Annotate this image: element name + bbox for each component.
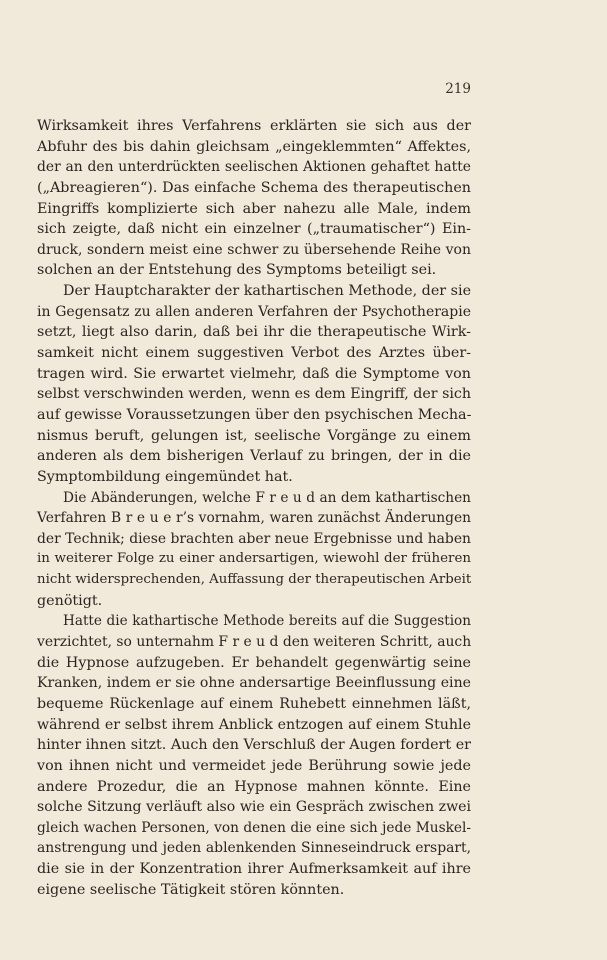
text-line: Abfuhr des bis dahin gleichsam „eingeklemmten“ Affektes,	[37, 138, 471, 155]
text-line: die Hypnose aufzugeben. Er behandelt gegenwärtig seine	[37, 654, 471, 671]
text-line: Wirksamkeit ihres Verfahrens erklärten sie sich aus der	[37, 118, 471, 134]
text-line: („Abreagieren“). Das einfache Schema des therapeutischen	[37, 179, 471, 196]
text-line: druck, sondern meist eine schwer zu übersehende Reihe von	[37, 241, 471, 258]
text-line: tragen wird. Sie erwartet vielmehr, daß die Symptome von	[37, 365, 471, 382]
text-line: hinter ihnen sitzt. Auch den Verschluß der Augen fordert er	[37, 737, 471, 754]
text-line: der Technik; diese brachten aber neue Ergebnisse und haben	[37, 530, 471, 547]
text-line: auf gewisse Voraussetzungen über den psychischen Mecha-	[37, 406, 472, 423]
paragraph-4	[37, 611, 471, 900]
text-line: nicht widersprechenden, Auffassung der therapeutischen Arbeit	[37, 572, 472, 588]
text-line: Hatte die kathartische Methode bereits auf die Suggestion	[63, 613, 471, 630]
text-line: sich zeigte, daß nicht ein einzelner („traumatischer“) Ein-	[37, 221, 471, 238]
text-line: samkeit nicht einem suggestiven Verbot des Arztes über-	[37, 345, 471, 362]
text-line: anstrengung und jeden ablenkenden Sinneseindruck erspart,	[37, 840, 471, 857]
text-line: Der Hauptcharakter der kathartischen Methode, der sie	[63, 283, 472, 300]
text-line: die sie in der Konzentration ihrer Aufmerksamkeit auf ihre	[37, 861, 471, 878]
text-line: Eingriffs komplizierte sich aber nahezu alle Male, indem	[37, 200, 471, 217]
text-line: solchen an der Entstehung des Symptoms beteiligt sei.	[37, 262, 437, 279]
text-line: Verfahren B r e u e r’s vornahm, waren zunächst Änderungen	[37, 510, 471, 527]
text-line: der an den unterdrückten seelischen Aktionen gehaftet hatte	[37, 159, 471, 176]
text-line: eigene seelische Tätigkeit stören könnten.	[37, 881, 345, 898]
text-line: Symptombildung eingemündet hat.	[37, 468, 293, 485]
text-line: Kranken, indem er sie ohne andersartige Beeinflussung eine	[37, 675, 471, 692]
paragraph-3	[37, 488, 471, 612]
text-line: selbst verschwinden werden, wenn es dem Eingriff, der sich	[37, 386, 471, 403]
paragraph-2	[37, 281, 471, 487]
text-line: Die Abänderungen, welche F r e u d an dem kathartischen	[63, 489, 471, 506]
text-line: nismus beruft, gelungen ist, seelische Vorgänge zu einem	[37, 427, 471, 444]
text-line: gleich wachen Personen, von denen die eine sich jede Muskel-	[37, 819, 471, 836]
text-line: während er selbst ihrem Anblick entzogen auf einem Stuhle	[37, 716, 471, 733]
text-line: in weiterer Folge zu einer andersartigen, wiewohl der früheren	[37, 551, 471, 567]
text-line: in Gegensatz zu allen anderen Verfahren der Psychotherapie	[37, 303, 471, 320]
page-number: 219	[445, 81, 471, 97]
body-text	[37, 116, 471, 900]
text-line: solche Sitzung verläuft also wie ein Gespräch zwischen zwei	[37, 799, 471, 816]
text-line: verzichtet, so unternahm F r e u d den weiteren Schritt, auch	[37, 634, 472, 651]
text-line: andere Prozedur, die an Hypnose mahnen könnte. Eine	[37, 778, 471, 795]
text-line: genötigt.	[37, 592, 103, 609]
text-line: bequeme Rückenlage auf einem Ruhebett einnehmen läßt,	[37, 695, 471, 712]
text-line: setzt, liegt also darin, daß bei ihr die therapeutische Wirk-	[37, 324, 471, 341]
text-line: von ihnen nicht und vermeidet jede Berührung sowie jede	[37, 757, 471, 774]
text-line: anderen als dem bisherigen Verlauf zu bringen, der in die	[37, 448, 471, 465]
paragraph-1	[37, 116, 471, 281]
